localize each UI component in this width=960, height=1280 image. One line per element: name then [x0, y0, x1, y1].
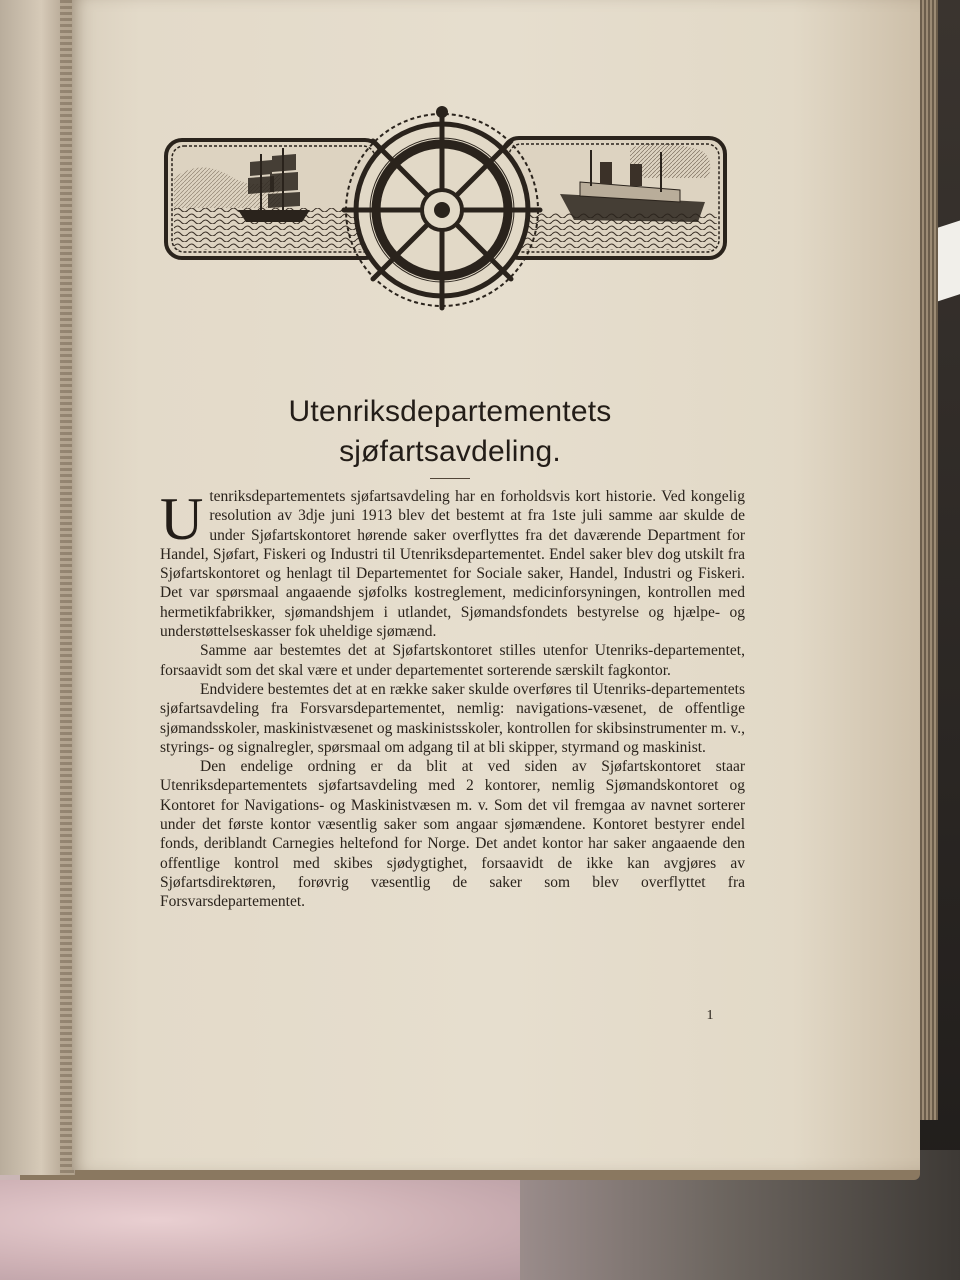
title-divider — [430, 478, 470, 479]
body-text — [160, 487, 745, 912]
drop-cap: U — [160, 486, 204, 552]
page-number: 1 — [706, 1008, 714, 1023]
pink-cloth — [0, 1180, 520, 1280]
paragraph-3: Endvidere bestemtes det at en række saker skulde overføres til Utenriks-departementets sjøfartsavdeling fra Forsvarsdepartementet, nemlig: navigations-væsenet, de offentlige sjømandsskoler, maskinistvæsenet og maskinistsskoler, kontrollen for skibsinstrumenter m. v., styrings- og signalregler, spørsmaal om adgang til at bli skipper, styrmand og maskinist. — [160, 680, 745, 756]
paragraph-1: Utenriksdepartementets sjøfartsavdeling har en forholdsvis kort historie. Ved kongelig resolution av 3dje juni 1913 blev det bestemt at fra 1ste juli samme aar skulde de under Sjøfartskontoret hørende saker overflyttes fra det daværende Department for Handel, Sjøfart, Fiskeri og Industri til Utenriksdepartementet. Endel saker blev dog utskilt fra Sjøfartskontoret og henlagt til Departementet for Sociale saker, Handel, Industri og Fiskeri. Det var spørsmaal angaaende sjøfolks kostreglement, medicinforsyningen, kontrollen med hermetikfabrikker, sjømandshjem i utlandet, Sjømandsfondets bestyrelse og hjælpe- og understøttelseskasser fok uheldige sjømænd. — [160, 486, 745, 641]
paragraph-2: Samme aar bestemtes det at Sjøfartskontoret stilles utenfor Utenriks-departementet, forsaavidt som det skal være et under departementet sorterende særskilt fagkontor. — [160, 642, 745, 679]
paragraph-4: Den endelige ordning er da blit at ved siden av Sjøfartskontoret staar Utenriksdepartementets sjøfartsavdeling med 2 kontorer, nemlig Sjømandskontoret og Kontoret for Navigations- og Maskinistvæsen m. v. Som det vil fremgaa av navnet sorterer under det første kontor væsentlig saker som angaar sjømændene. Kontoret bestyrer endel fonds, deriblandt Carnegies heltefond for Norge. Det andet kontor har saker angaaende den offentlige kontrol med skibes sjødygtighet, forsaavidt de ikke kan avgjøres av Sjøfartsdirektøren, forøvrig væsentlig de saker som blev overflyttet fra Forsvarsdepartementet. — [160, 758, 745, 911]
ship-wheel-header-illustration — [160, 98, 740, 318]
page-title — [160, 392, 740, 472]
ships-wheel-icon — [344, 106, 540, 308]
sailing-ship-panel — [166, 140, 381, 258]
title-line-1: Utenriksdepartementets — [288, 395, 612, 428]
title-line-2: sjøfartsavdeling. — [339, 435, 561, 468]
